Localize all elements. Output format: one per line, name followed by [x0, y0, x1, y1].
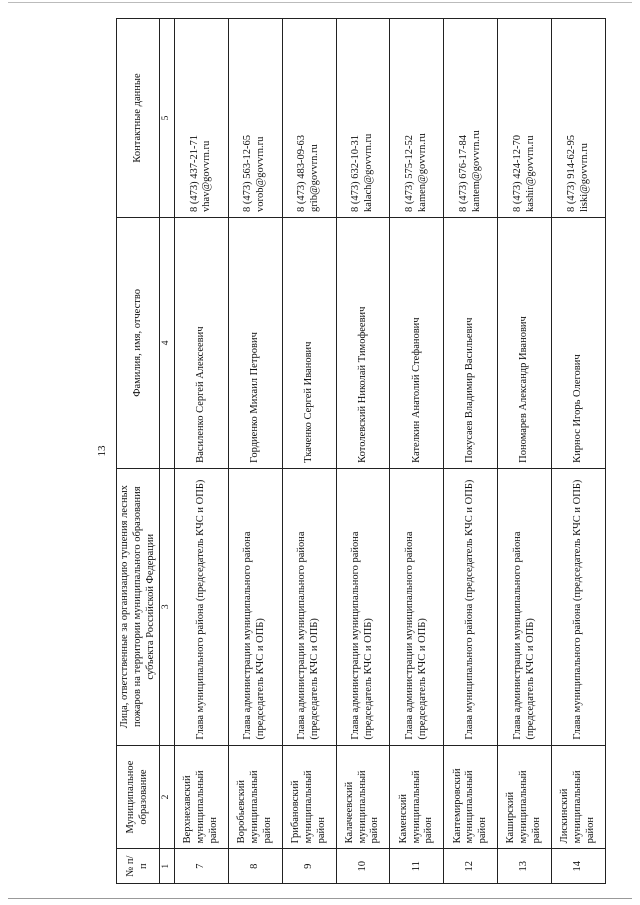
- rotated-table-region: [96, 18, 606, 884]
- email-link[interactable]: vorob@govvrn.ru: [255, 136, 267, 212]
- phone-text: 8 (473) 437-21-71: [188, 134, 200, 212]
- responsible-persons-table: [116, 18, 606, 884]
- full-name-cell: Покусаев Владимир Васильевич: [444, 217, 498, 468]
- header-responsible: Лица, ответственные за организацию тушения лесных пожаров на территории муниципального образования субъекта Российской Федерации: [117, 468, 160, 745]
- table-row: [228, 19, 282, 884]
- email-link[interactable]: grib@govvrn.ru: [309, 144, 321, 212]
- scan-top-edge: [8, 2, 632, 3]
- contacts-cell: [552, 19, 606, 218]
- row-number: 13: [498, 849, 552, 884]
- phone-text: 8 (473) 676-17-84: [457, 134, 469, 212]
- table-row: [498, 19, 552, 884]
- table-row: [174, 19, 228, 884]
- municipality-cell: Калачеевский муниципальный район: [336, 745, 390, 849]
- full-name-cell: Кателкин Анатолий Стефанович: [390, 217, 444, 468]
- phone-text: 8 (473) 483-09-63: [296, 134, 308, 212]
- municipality-cell: Грибановский муниципальный район: [282, 745, 336, 849]
- header-contacts: Контактные данные: [117, 19, 160, 218]
- full-name-cell: Котолевский Николай Тимофеевич: [336, 217, 390, 468]
- contacts-cell: [336, 19, 390, 218]
- header-full-name: Фамилия, имя, отчество: [117, 217, 160, 468]
- contacts-cell: [282, 19, 336, 218]
- phone-text: 8 (473) 563-12-65: [242, 134, 254, 212]
- municipality-cell: Лискинский муниципальный район: [552, 745, 606, 849]
- phone-text: 8 (473) 914-62-95: [565, 134, 577, 212]
- email-link[interactable]: kamen@govvrn.ru: [416, 133, 428, 212]
- table-row: [552, 19, 606, 884]
- responsible-cell: Глава муниципального района (председатель КЧС и ОПБ): [552, 468, 606, 745]
- municipality-cell: Каменский муниципальный район: [390, 745, 444, 849]
- contacts-cell: [498, 19, 552, 218]
- email-link[interactable]: kashir@govvrn.ru: [524, 135, 536, 212]
- header-municipality: Муниципальное образование: [117, 745, 160, 849]
- scan-bottom-edge: [8, 898, 632, 899]
- email-link[interactable]: kalach@govvrn.ru: [363, 133, 375, 212]
- table-header-row: [117, 19, 160, 884]
- table-row: [390, 19, 444, 884]
- full-name-cell: Кирнос Игорь Олегович: [552, 217, 606, 468]
- phone-text: 8 (473) 575-12-52: [404, 134, 416, 212]
- municipality-cell: Каширский муниципальный район: [498, 745, 552, 849]
- contacts-cell: [174, 19, 228, 218]
- row-number: 11: [390, 849, 444, 884]
- email-link[interactable]: vhav@govvrn.ru: [201, 140, 213, 212]
- table-row: [336, 19, 390, 884]
- email-link[interactable]: kantem@govvrn.ru: [470, 130, 482, 212]
- full-name-cell: Гордиенко Михаил Петрович: [228, 217, 282, 468]
- page-number: 13: [96, 445, 108, 457]
- table-row: [282, 19, 336, 884]
- column-number-row: [160, 19, 175, 884]
- full-name-cell: Василенко Сергей Алексеевич: [174, 217, 228, 468]
- row-number: 10: [336, 849, 390, 884]
- contacts-cell: [444, 19, 498, 218]
- email-link[interactable]: liski@govvrn.ru: [578, 143, 590, 212]
- responsible-cell: Глава администрации муниципального района (председатель КЧС и ОПБ): [498, 468, 552, 745]
- municipality-cell: Кантемировский муниципальный район: [444, 745, 498, 849]
- responsible-cell: Глава муниципального района (председатель КЧС и ОПБ): [444, 468, 498, 745]
- contacts-cell: [228, 19, 282, 218]
- row-number: 12: [444, 849, 498, 884]
- column-number: 2: [160, 745, 175, 849]
- municipality-cell: Верхнехавский муниципальный район: [174, 745, 228, 849]
- header-number: № п/п: [117, 849, 160, 884]
- row-number: 9: [282, 849, 336, 884]
- full-name-cell: Ткаченко Сергей Иванович: [282, 217, 336, 468]
- row-number: 14: [552, 849, 606, 884]
- responsible-cell: Глава администрации муниципального района (председатель КЧС и ОПБ): [228, 468, 282, 745]
- column-number: 4: [160, 217, 175, 468]
- responsible-cell: Глава администрации муниципального района (председатель КЧС и ОПБ): [390, 468, 444, 745]
- municipality-cell: Воробьевский муниципальный район: [228, 745, 282, 849]
- row-number: 7: [174, 849, 228, 884]
- column-number: 1: [160, 849, 175, 884]
- phone-text: 8 (473) 632-10-31: [350, 134, 362, 212]
- full-name-cell: Пономарев Александр Иванович: [498, 217, 552, 468]
- responsible-cell: Глава администрации муниципального района (председатель КЧС и ОПБ): [336, 468, 390, 745]
- phone-text: 8 (473) 424-12-70: [511, 134, 523, 212]
- table-row: [444, 19, 498, 884]
- row-number: 8: [228, 849, 282, 884]
- column-number: 5: [160, 19, 175, 218]
- contacts-cell: [390, 19, 444, 218]
- responsible-cell: Глава муниципального района (председатель КЧС и ОПБ): [174, 468, 228, 745]
- column-number: 3: [160, 468, 175, 745]
- responsible-cell: Глава администрации муниципального района (председатель КЧС и ОПБ): [282, 468, 336, 745]
